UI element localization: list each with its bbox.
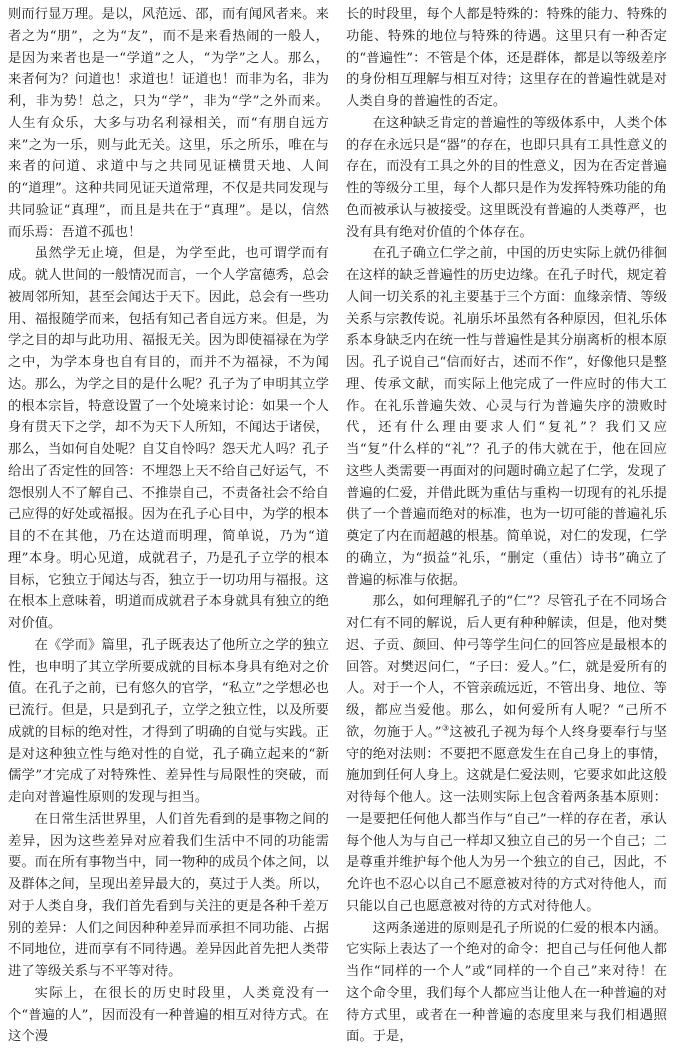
paragraph-text: 这被孔子视为每个人终身要奉行与坚守的绝对法则：不要把不愿意发生在自己身上的事情，施加到任何人身上。这就是仁爱法则，它要求如此这般对待每个他人。这一法则实际上包含着两条基本原则：一是要把任何他人都当作与“自己”一样的存在者，承认每个他人为与自己一样却又独立自己的另一个自己；二是尊重并维护每个他人为另一个独立的自己，因此，不允许也不忍心以自己不愿意被对待的方式对待他人，而只能以自己也愿意被对待的方式对待他人。 <box>346 725 667 914</box>
paragraph-text: 那么，如何理解孔子的“仁”？尽管孔子在不同场合对仁有不同的解说，后人更有种种解读，但是，他对樊迟、子贡、颜回、仲弓等学生问仁的回答应是最根本的回答。对樊迟问仁，“子曰：爱人。”仁，就是爱所有的人。对于一个人，不管亲疏远近，不管出身、地位、等级，都应当爱他。那么，如何爱所有人呢？“己所不欲，勿施于人。” <box>346 594 667 740</box>
paragraph: 在日常生活世界里，人们首先看到的是事物之间的差异，因为这些差异对应着我们生活中不同的功能需要。而在所有事物当中，同一物种的成员个体之间，以及群体之间，呈现出差异最大的，莫过于人类。所以，对于人类自身，我们首先看到与关注的更是各种千差万别的差异：人们之间因种种差异而承担不同功能、占据不同地位，进而享有不同待遇。差异因此首先把人类带进了等级关系与不平等对待。 <box>8 809 329 983</box>
footnote-marker: ③ <box>442 723 450 732</box>
paragraph: 长的时段里，每个人都是特殊的：特殊的能力、特殊的功能、特殊的地位与特殊的待遇。这里只有一种否定的“普遍性”：不管是个体，还是群体，都是以等级差序的身份相互理解与相互对待；这里存在的普遍性就是对人类自身的普遍性的否定。 <box>346 4 667 113</box>
paper-page <box>8 4 667 883</box>
paragraph <box>346 591 667 917</box>
paragraph: 在这种缺乏肯定的普遍性的等级体系中，人类个体的存在永远只是“器”的存在，也即只具有工具性意义的存在，而没有工具之外的目的性意义，因为在否定普遍性的等级分工里，每个人都只是作为发挥特殊功能的角色而被承认与被接受。这里既没有普遍的人类尊严，也没有具有绝对价值的个体存在。 <box>346 113 667 244</box>
paragraph: 在孔子确立仁学之前，中国的历史实际上就仍徘徊在这样的缺乏普遍性的历史边缘。在孔子时代，规定着人间一切关系的礼主要基于三个方面：血缘亲情、等级关系与宗教传说。礼崩乐坏虽然有各种原因，但礼乐体系本身缺乏内在统一性与普遍性是其分崩离析的根本原因。孔子说自己“信而好古，述而不作”，好像他只是整理、传承文献，而实际上他完成了一件应时的伟大工作。在礼乐普遍失效、心灵与行为普遍失序的溃败时代，还有什么理由要求人们“复礼”？我们又应当“复”什么样的“礼”？孔子的伟大就在于，他在回应这些人类需要一再面对的问题时确立起了仁学，发现了普遍的仁爱，并借此既为重估与重构一切现有的礼乐提供了一个普遍而绝对的标准，也为一切可能的普遍礼乐奠定了内在而超越的根基。简单说，对仁的发现，仁学的确立，为“损益”礼乐，“删定（重估）诗书”确立了普遍的标准与依据。 <box>346 243 667 591</box>
paragraph: 虽然学无止境，但是，为学至此，也可谓学而有成。就人世间的一般情况而言，一个人学富德秀，总会被周邻所知，甚至会闻达于天下。因此，总会有一些功用、福报随学而来，包括有知己者自远方来。但是，为学之目的却与此功用、福报无关。因为即使福禄在为学之中，为学本身也自有目的，而并不为福禄，不为闻达。那么，为学之目的是什么呢？孔子为了申明其立学的根本宗旨，特意设置了一个处境来讨论：如果一个人身有贯天下之学，却不为天下人所知，不闻达于诸侯，那么，当如何自处呢？自艾自怜吗？怨天尤人吗？孔子给出了否定性的回答：不埋怨上天不给自己好运气，不怨恨别人不了解自己、不推崇自己，不责备社会不给自己应得的好处或福报。因为在孔子心目中，为学的根本目的不在其他，乃在达道而明理，简单说，乃为“道理”本身。明心见道，成就君子，乃是孔子立学的根本目标，它独立于闻达与否，独立于一切功用与福报。这在根本上意味着，明道而成就君子本身就具有独立的绝对价值。 <box>8 243 329 635</box>
paragraph: 实际上，在很长的历史时段里，人类竟没有一个“普遍的人”，因而没有一种普遍的相互对待方式。在这个漫 <box>8 983 329 1048</box>
paragraph: 这两条递进的原则是孔子所说的仁爱的根本内涵。它实际上表达了一个绝对的命令：把自己与任何他人都当作“同样的一个人”或“同样的一个自己”来对待！在这个命令里，我们每个人都应当让他人在一种普遍的对待方式里，或者在一种普遍的态度里来与我们相遇照面。于是， <box>346 918 667 1048</box>
paragraph: 则而行显万理。是以，风范远、邵，而有闻风者来。来者之为“朋”，之为“友”，而不是来看热闹的一般人，是因为来者也是一“学道”之人，“为学”之人。那么，来者何为？问道也！求道也！证道也！而非为名，非为利，非为势！总之，只为“学”，非为“学”之外而来。人生有众乐，大多与功名利禄相关，而“有朋自远方来”之为一乐，则与此无关。这里，乐之所乐，唯在与来者的问道、求道中与之共同见证横贯天地、人间的“道理”。这种共同见证天道常理，不仅是共同发现与共同验证“真理”，而且是共在于“真理”。是以，信然而乐焉：吾道不孤也！ <box>8 4 329 243</box>
paragraph: 在《学而》篇里，孔子既表达了他所立之学的独立性，也申明了其立学所要成就的目标本身具有绝对之价值。在孔子之前，已有悠久的官学，“私立”之学想必也已流行。但是，只是到孔子，立学之独立性，以及所要成就的目标的绝对性，才得到了明确的自觉与实践。正是对这种独立性与绝对性的自觉，孔子确立起来的“新儒学”才完成了对特殊性、差异性与局限性的突破，而走向对普遍性原则的发现与担当。 <box>8 635 329 809</box>
right-text-column <box>346 4 667 883</box>
left-text-column <box>8 4 329 883</box>
